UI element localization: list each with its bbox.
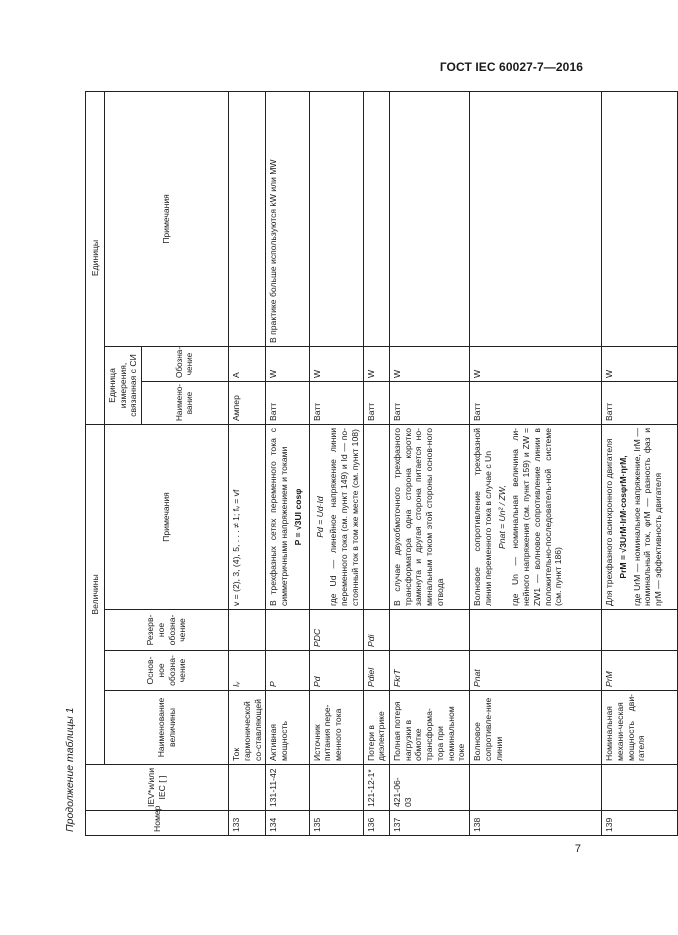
row-notes: v = (2), 3, (4), 5, . . . ≠ 1; fᵥ = vf — [229, 425, 266, 610]
header-si-unit: Единица измерения, связанная с СИ — [105, 347, 142, 425]
row-name: Ток гармонической со-ставляющей — [229, 691, 266, 765]
row-iev: 131-11-42 — [266, 765, 309, 811]
header-unit-symbol: Обозна-чение — [142, 347, 229, 382]
header-main-symbol: Основ-ное обозна-чение — [105, 651, 229, 691]
row-unit-name: Ватт — [309, 382, 363, 425]
row-iev — [309, 765, 363, 811]
row-main-symbol: FkrT — [390, 651, 470, 691]
notes-formula: PrM = √3UrM·IrM·cosφrM·ηrM, — [617, 455, 628, 579]
row-main-symbol: Pnat — [470, 651, 602, 691]
row-reserve-symbol — [390, 610, 470, 651]
row-unit-symbol: W — [266, 347, 309, 382]
row-unit-name: Ватт — [390, 382, 470, 425]
row-number: 137 — [390, 811, 470, 836]
row-reserve-symbol — [470, 610, 602, 651]
page-number: 7 — [574, 843, 581, 855]
row-reserve-symbol: Pdi — [363, 610, 389, 651]
row-unit-symbol: W — [309, 347, 363, 382]
notes-formula: Pnat = Un² / ZW, — [496, 485, 507, 549]
header-notes: Примечания — [105, 425, 229, 610]
row-unit-notes — [309, 91, 363, 346]
table-row — [390, 91, 470, 835]
row-main-symbol: PrM — [602, 651, 678, 691]
row-name: Потери в диэлектрике — [363, 691, 389, 765]
table-row — [309, 91, 363, 835]
header-iev: IEV*и/или IEC [ ] — [86, 765, 229, 811]
row-number: 136 — [363, 811, 389, 836]
notes-text: Волновое сопротивление трехфазной линии переменного тока в случае с Un — [472, 428, 493, 606]
header-name: Наименование величины — [105, 691, 229, 765]
row-notes — [266, 425, 309, 610]
row-notes — [309, 425, 363, 610]
row-iev: 121-12-1* — [363, 765, 389, 811]
header-quantities: Величины — [86, 425, 105, 765]
header-unit-name: Наимено-вание — [142, 382, 229, 425]
row-number: 133 — [229, 811, 266, 836]
row-main-symbol: Pd — [309, 651, 363, 691]
row-unit-symbol: W — [602, 347, 678, 382]
row-name: Номинальная механи-ческая мощность дви-гателя — [602, 691, 678, 765]
row-notes — [470, 425, 602, 610]
row-notes — [363, 425, 389, 610]
standard-header: ГОСТ IEC 60027-7—2016 — [439, 60, 583, 74]
notes-formula: P = √3UI cosφ — [292, 488, 303, 546]
row-number: 135 — [309, 811, 363, 836]
table-row — [266, 91, 309, 835]
table-row — [363, 91, 389, 835]
row-main-symbol: Pdiel — [363, 651, 389, 691]
row-unit-notes — [229, 91, 266, 346]
row-unit-symbol: W — [470, 347, 602, 382]
row-main-symbol: P — [266, 651, 309, 691]
table-caption: Продолжение таблицы 1 — [64, 707, 76, 832]
row-notes — [602, 425, 678, 610]
row-name: Источник питания пере-менного тока — [309, 691, 363, 765]
row-unit-symbol: A — [229, 347, 266, 382]
row-reserve-symbol — [602, 610, 678, 651]
quantities-table — [85, 91, 678, 836]
row-unit-name: Ватт — [470, 382, 602, 425]
row-notes: В случае двухобмоточного трехфазного трансформатора одна сторона коротко замкнута и другая сторона питается но-минальным током этой стороны основ-ного отвода — [390, 425, 470, 610]
row-unit-symbol: W — [390, 347, 470, 382]
notes-text-secondary: где Un — номинальная величина ли-нейного напряжения (см. пункт 159) и ZW = ZW1 — волновое сопротивление линии в положительно-последователь-ной системе (см. пункт 186) — [510, 428, 564, 606]
header-unit-notes: Примечания — [105, 91, 229, 346]
row-unit-name: Ватт — [266, 382, 309, 425]
row-unit-name: Ватт — [602, 382, 678, 425]
notes-text: Для трехфазного асинхронного двигателя — [604, 438, 615, 606]
row-reserve-symbol — [229, 610, 266, 651]
row-reserve-symbol: PDC — [309, 610, 363, 651]
row-name: Полная потеря нагрузки в обмотке трансформа-тора при номинальном токе — [390, 691, 470, 765]
row-unit-notes — [390, 91, 470, 346]
row-unit-name: Ватт — [363, 382, 389, 425]
header-units: Единицы — [86, 91, 105, 424]
header-reserve-symbol: Резерв-ное обозна-чение — [105, 610, 229, 651]
row-unit-notes — [363, 91, 389, 346]
notes-formula: Pd = Ud·Id — [314, 496, 325, 538]
row-unit-notes — [602, 91, 678, 346]
table-wrapper — [85, 92, 678, 836]
row-name: Волновое сопротивле-ние линии — [470, 691, 602, 765]
row-unit-notes — [470, 91, 602, 346]
row-number: 134 — [266, 811, 309, 836]
row-unit-symbol: W — [363, 347, 389, 382]
table-row — [229, 91, 266, 835]
notes-text-secondary: где UrM — номинальное напряжение, IrM — номинальный ток, φrM — разность фаз и ηrM — эффективность двигателя — [631, 428, 664, 606]
row-number: 138 — [470, 811, 602, 836]
header-number: Номер — [86, 811, 229, 836]
rotated-table-page — [58, 92, 664, 836]
row-name: Активная мощность — [266, 691, 309, 765]
row-iev: 421-06-03 — [390, 765, 470, 811]
table-row — [602, 91, 678, 835]
notes-text: где Ud — линейное напряжение линии переменного тока (см. пункт 149) и Id — по-стоянный ток в том же месте (см. пункт 108) — [328, 428, 360, 606]
row-number: 139 — [602, 811, 678, 836]
row-main-symbol: Iᵥ — [229, 651, 266, 691]
row-unit-notes: В практике больше используются kW или MW — [266, 91, 309, 346]
row-iev — [602, 765, 678, 811]
row-iev — [229, 765, 266, 811]
row-unit-name: Ампер — [229, 382, 266, 425]
table-row — [470, 91, 602, 835]
notes-text: В трехфазных сетях переменного тока с симметричными напряжением и токами — [268, 428, 290, 606]
row-reserve-symbol — [266, 610, 309, 651]
row-iev — [470, 765, 602, 811]
